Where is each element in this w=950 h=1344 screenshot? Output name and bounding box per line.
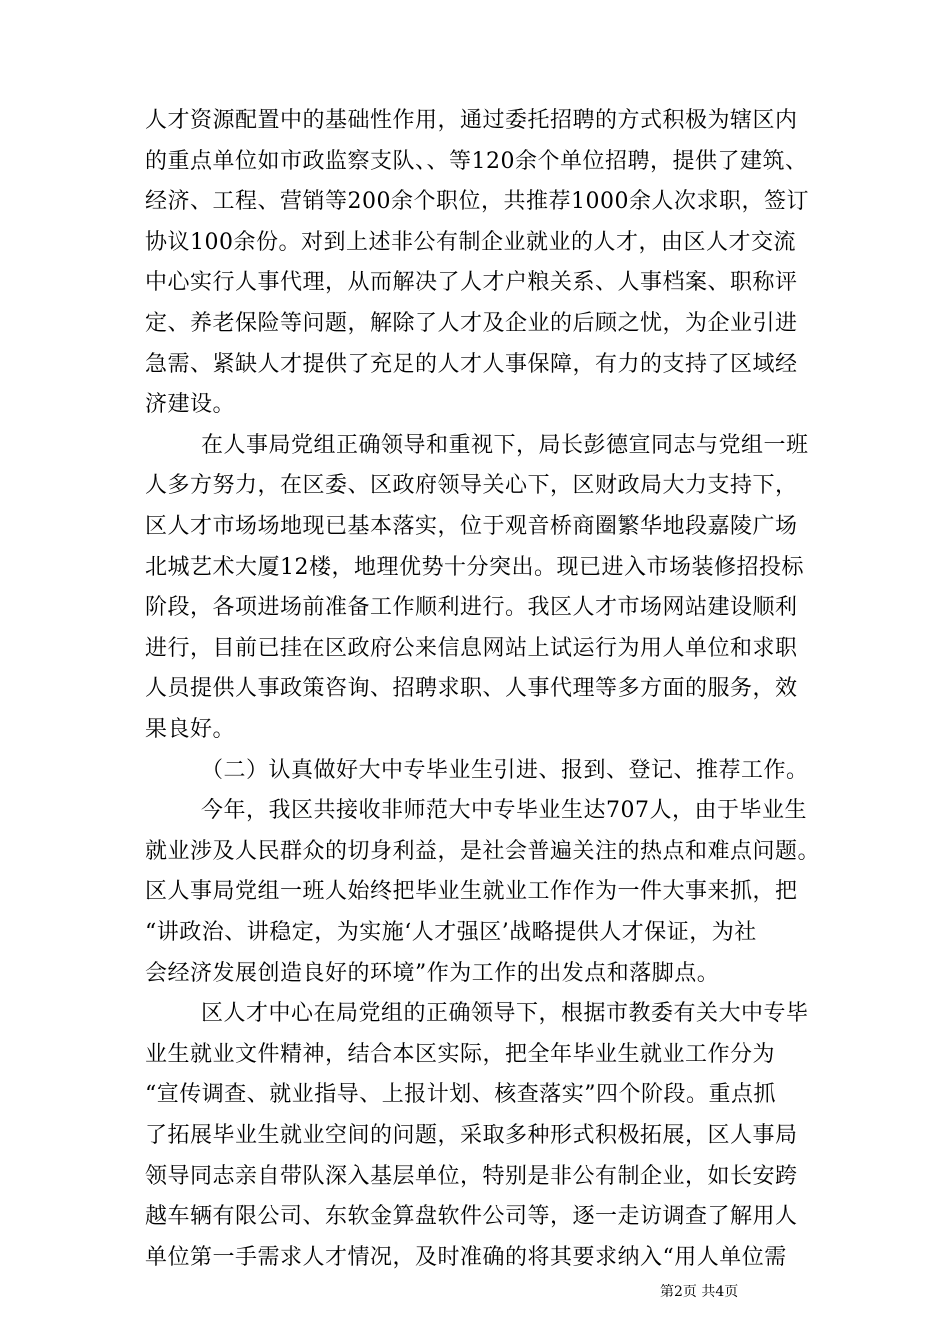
text-line: 经济、工程、营销等200余个职位，共推荐1000余人次求职，签订 [145,189,809,215]
text-line: 单位第一手需求人才情况，及时准确的将其要求纳入“用人单位需 [145,1244,787,1270]
text-line: 人多方努力，在区委、区政府领导关心下，区财政局大力支持下， [145,473,798,499]
text-line: “讲政治、讲稳定，为实施‘人才强区’战略提供人才保证，为社 [145,920,757,945]
section-heading: （二）认真做好大中专毕业生引进、报到、登记、推荐工作。 [201,757,809,783]
text-line: 中心实行人事代理，从而解决了人才户粮关系、人事档案、职称评 [145,270,798,296]
text-line: 急需、紧缺人才提供了充足的人才人事保障，有力的支持了区域经 [145,351,798,377]
text-line: 进行，目前已挂在区政府公来信息网站上试运行为用人单位和求职 [145,635,798,661]
text-line: 会经济发展创造良好的环境”作为工作的出发点和落脚点。 [145,960,720,986]
text-line: 了拓展毕业生就业空间的问题，采取多种形式积极拓展，区人事局 [145,1123,798,1148]
paragraph-first-line: 今年，我区共接收非师范大中专毕业生达707人，由于毕业生 [201,798,807,824]
text-line: 越车辆有限公司、东软金算盘软件公司等，逐一走访调查了解用人 [145,1204,798,1230]
text-line: 领导同志亲自带队深入基层单位，特别是非公有制企业，如长安跨 [145,1163,798,1189]
text-line: 定、养老保险等问题，解除了人才及企业的后顾之忧，为企业引进 [145,311,798,336]
text-line: 济建设。 [145,392,236,418]
text-line: 的重点单位如市政监察支队、、等120余个单位招聘，提供了建筑、 [145,148,808,174]
text-line: 区人才市场场地现已基本落实，位于观音桥商圈繁华地段嘉陵广场 [145,514,798,539]
text-line: 北城艺术大厦12楼，地理优势十分突出。现已进入市场装修招投标 [145,554,804,580]
text-line: 人员提供人事政策咨询、招聘求职、人事代理等多方面的服务，效 [145,676,798,702]
text-line: “宣传调查、就业指导、上报计划、核查落实”四个阶段。重点抓 [145,1082,776,1108]
text-line: 阶段，各项进场前准备工作顺利进行。我区人才市场网站建设顺利 [145,595,798,621]
text-line: 业生就业文件精神，结合本区实际，把全年毕业生就业工作分为 [145,1041,776,1067]
text-line: 协议100余份。对到上述非公有制企业就业的人才，由区人才交流 [145,229,796,255]
paragraph-first-line: 区人才中心在局党组的正确领导下，根据市教委有关大中专毕 [201,1001,809,1027]
text-line: 人才资源配置中的基础性作用，通过委托招聘的方式积极为辖区内 [145,108,798,133]
text-line: 区人事局党组一班人始终把毕业生就业工作作为一件大事来抓，把 [145,879,798,905]
text-line: 果良好。 [145,717,236,742]
page-number-footer: 第2页 共4页 [660,1284,739,1300]
paragraph-first-line: 在人事局党组正确领导和重视下，局长彭德宣同志与党组一班 [201,432,809,458]
text-line: 就业涉及人民群众的切身利益，是社会普遍关注的热点和难点问题。 [145,838,821,864]
